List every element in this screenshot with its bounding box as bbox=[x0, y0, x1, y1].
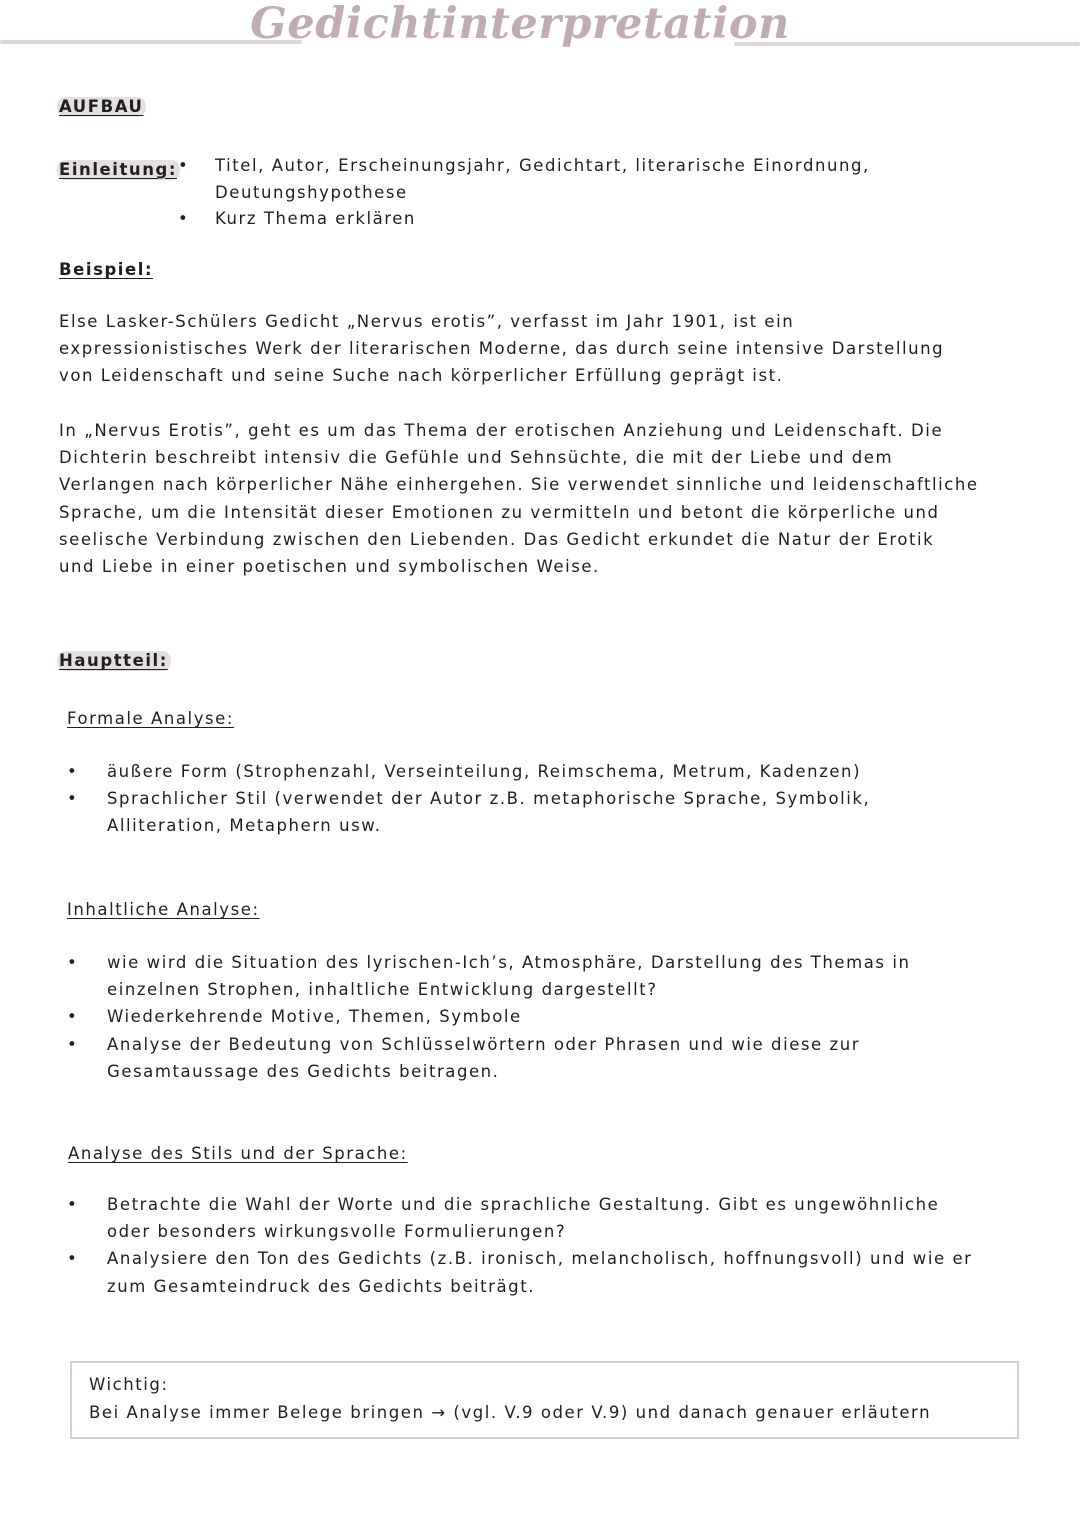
text-line: Sprache, um die Intensität dieser Emotionen zu vermitteln und betont die körperliche und bbox=[59, 502, 940, 522]
text-line: Dichterin beschreibt intensiv die Gefühle und Sehnsüchte, die mit der Liebe und dem bbox=[59, 448, 894, 468]
einleitung-label: Einleitung: bbox=[57, 160, 180, 180]
hauptteil-heading bbox=[57, 647, 171, 674]
inhaltliche-analyse-heading: Inhaltliche Analyse: bbox=[67, 900, 260, 919]
list-item-text: Titel, Autor, Erscheinungsjahr, Gedichtart, literarische Einordnung, bbox=[215, 156, 870, 175]
text-line: In „Nervus Erotis”, geht es um das Thema der erotischen Anziehung und Leidenschaft. Die bbox=[59, 421, 944, 440]
hauptteil-label: Hauptteil: bbox=[57, 651, 171, 671]
list-item-text: Deutungshypothese bbox=[215, 182, 408, 202]
text-line: von Leidenschaft und seine Suche nach körperlicher Erfüllung geprägt ist. bbox=[59, 366, 784, 386]
list-item-text: • Analysiere den Ton des Gedichts (z.B. ironisch, melancholisch, hoffnungsvoll) und wie er bbox=[107, 1249, 973, 1269]
list-item bbox=[178, 206, 870, 233]
aufbau-heading bbox=[57, 97, 146, 116]
list-item-text: • wie wird die Situation des lyrischen-Ich’s, Atmosphäre, Darstellung des Themas in bbox=[107, 953, 911, 972]
list-item-text: zum Gesamteindruck des Gedichts beiträgt. bbox=[107, 1276, 536, 1296]
text-line: Else Lasker-Schülers Gedicht „Nervus erotis”, verfasst im Jahr 1901, ist ein bbox=[59, 312, 795, 331]
list-item-text: Alliteration, Metaphern usw. bbox=[107, 816, 382, 836]
list-item-text: • Betrachte die Wahl der Worte und die sprachliche Gestaltung. Gibt es ungewöhnliche bbox=[107, 1195, 940, 1214]
stil-analyse-list bbox=[67, 1191, 1027, 1300]
list-item-text: • äußere Form (Strophenzahl, Verseinteilung, Reimschema, Metrum, Kadenzen) bbox=[107, 762, 862, 781]
inhaltliche-analyse-list bbox=[67, 949, 1027, 1085]
einleitung-heading bbox=[57, 156, 180, 183]
list-item-text: • Analyse der Bedeutung von Schlüsselwörtern oder Phrasen und wie diese zur bbox=[107, 1034, 861, 1054]
list-item-text: Gesamtaussage des Gedichts beitragen. bbox=[107, 1061, 500, 1081]
wichtig-box bbox=[70, 1361, 1019, 1439]
list-item bbox=[67, 1031, 1027, 1085]
list-item-text: Kurz Thema erklären bbox=[215, 209, 416, 228]
beispiel-paragraph-1 bbox=[59, 308, 1039, 390]
list-item bbox=[178, 153, 870, 206]
list-item bbox=[67, 758, 1027, 785]
list-item bbox=[67, 785, 1027, 839]
list-item bbox=[67, 1003, 1027, 1030]
text-line: Verlangen nach körperlicher Nähe einhergehen. Sie verwendet sinnliche und leidenschaftliche bbox=[59, 475, 979, 495]
text-line: seelische Verbindung zwischen den Liebenden. Das Gedicht erkundet die Natur der Erotik bbox=[59, 529, 935, 549]
beispiel-label: Beispiel: bbox=[59, 260, 154, 279]
formale-analyse-list bbox=[67, 758, 1027, 840]
stil-analyse-heading: Analyse des Stils und der Sprache: bbox=[68, 1144, 408, 1163]
formale-analyse-heading: Formale Analyse: bbox=[67, 709, 234, 728]
list-item bbox=[67, 1245, 1027, 1299]
text-line: expressionistisches Werk der literarischen Moderne, das durch seine intensive Darstellung bbox=[59, 339, 945, 359]
bullet: • bbox=[178, 156, 190, 175]
beispiel-paragraph-2 bbox=[59, 417, 1039, 580]
list-item-text: • Sprachlicher Stil (verwendet der Autor z.B. metaphorische Sprache, Symbolik, bbox=[107, 789, 871, 809]
text-line: und Liebe in einer poetischen und symbolischen Weise. bbox=[59, 557, 600, 577]
list-item bbox=[67, 1191, 1027, 1245]
wichtig-text: Bei Analyse immer Belege bringen → (vgl. V.9 oder V.9) und danach genauer erläutern bbox=[89, 1403, 932, 1422]
list-item-text: oder besonders wirkungsvolle Formulierungen? bbox=[107, 1222, 567, 1242]
list-item bbox=[67, 949, 1027, 1003]
wichtig-label: Wichtig: bbox=[89, 1375, 169, 1394]
list-item-text: • Wiederkehrende Motive, Themen, Symbole bbox=[107, 1007, 522, 1027]
aufbau-label: AUFBAU bbox=[57, 97, 146, 117]
bullet: • bbox=[178, 209, 190, 228]
list-item-text: einzelnen Strophen, inhaltliche Entwicklung dargestellt? bbox=[107, 980, 658, 1000]
einleitung-list bbox=[178, 153, 870, 233]
page-title: Gedichtinterpretation bbox=[250, 0, 790, 49]
